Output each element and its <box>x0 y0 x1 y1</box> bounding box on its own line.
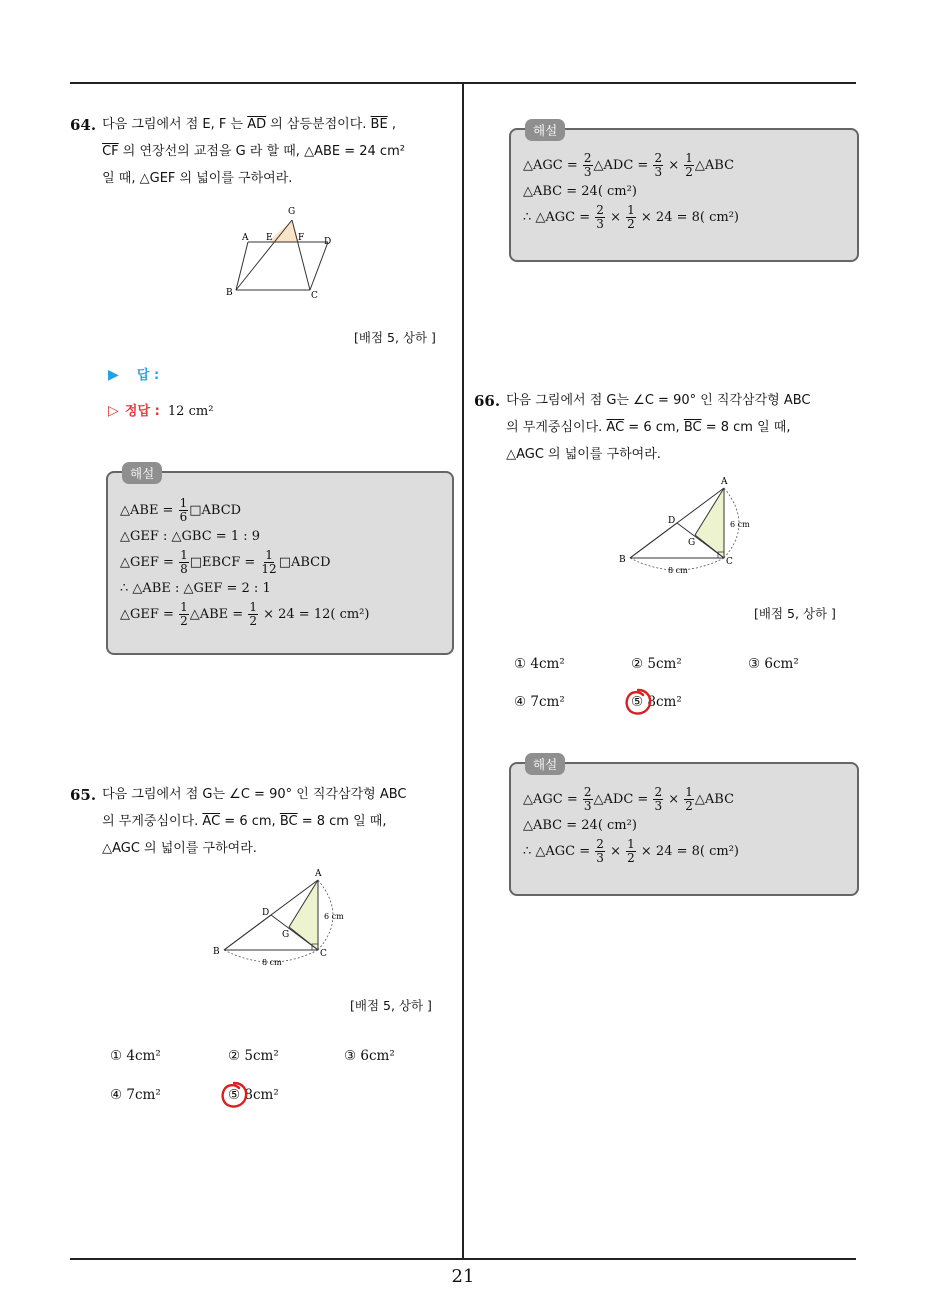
question-text-line: 다음 그림에서 점 G는 ∠C = 90° 인 직각삼각형 ABC <box>102 787 407 802</box>
question-text-line: 의 무게중심이다. $\overline{AC} = 6$ cm, $\overline{BC} = 8$ cm 일 때, <box>102 814 387 829</box>
fig-label: B <box>213 947 220 957</box>
solution-line: ∴ △ABE : △GEF = 2 : 1 <box>120 581 271 596</box>
triangle-outline-icon: ▷ <box>108 403 119 419</box>
question-text-line: 다음 그림에서 점 E, F 는 $\overline{AD}$ 의 삼등분점이다. $\overline{BE}$ , <box>102 117 396 132</box>
selected-circle-icon <box>623 687 653 717</box>
option-1[interactable]: ① 4cm² <box>110 1048 161 1064</box>
option-4[interactable]: ④ 7cm² <box>110 1087 161 1103</box>
option-3[interactable]: ③ 6cm² <box>748 656 799 672</box>
fig-label: A <box>721 477 728 487</box>
solution-line: △ABE = $\frac{1}{6}$ □ABCD <box>120 496 242 524</box>
fig-label: C <box>311 291 318 301</box>
solution-line: △ABC = 24( cm²) <box>523 184 637 199</box>
solution-tag: 해설 <box>525 119 565 141</box>
solution-line: △GEF = $\frac{1}{8}$ □EBCF = $\frac{1}{12}$ □ABCD <box>120 548 331 576</box>
solution-line: △GEF : △GBC = 1 : 9 <box>120 529 261 544</box>
question-66 <box>474 392 864 468</box>
option-5[interactable]: ⑤ 8cm² <box>631 694 682 710</box>
fig-label: B <box>619 555 626 565</box>
correct-answer-row: ▷ 정답 : 12 cm² <box>108 403 214 419</box>
solution-line: △ABC = 24( cm²) <box>523 818 637 833</box>
solution-box-64 <box>106 466 454 655</box>
solution-box-66 <box>509 757 859 896</box>
fig-label: A <box>242 233 249 243</box>
column-divider <box>462 82 464 1259</box>
fig-label: C <box>320 949 327 959</box>
option-2[interactable]: ② 5cm² <box>228 1048 279 1064</box>
solution-box-63 <box>509 123 859 262</box>
fig-label: 8 cm <box>668 566 688 575</box>
question-text-line: $\overline{CF}$ 의 연장선의 교점을 G 라 할 때, △ABE = 24 cm² <box>102 144 405 159</box>
fig-label: F <box>298 233 305 243</box>
right-triangle-figure <box>614 474 764 578</box>
solution-tag: 해설 <box>122 462 162 484</box>
fig-label: 6 cm <box>324 912 344 921</box>
fig-label: D <box>668 516 676 526</box>
score-label: [배점 5, 상하 ] <box>354 330 436 345</box>
play-icon: ▶ <box>108 367 119 383</box>
solution-line: △AGC = $\frac{2}{3}$ △ADC = $\frac{2}{3}$ × $\frac{1}{2}$ △ABC <box>523 151 735 179</box>
fig-label: E <box>266 233 273 243</box>
question-64 <box>70 116 460 192</box>
fig-label: G <box>688 538 696 548</box>
score-label: [배점 5, 상하 ] <box>350 998 432 1013</box>
fig-label: 8 cm <box>262 958 282 967</box>
fig-label: D <box>262 908 270 918</box>
question-number: 65. <box>70 786 97 804</box>
question-text-line: 다음 그림에서 점 G는 ∠C = 90° 인 직각삼각형 ABC <box>506 393 811 408</box>
question-65 <box>70 786 460 862</box>
solution-line: △AGC = $\frac{2}{3}$ △ADC = $\frac{2}{3}$ × $\frac{1}{2}$ △ABC <box>523 785 735 813</box>
right-triangle-figure <box>208 866 358 970</box>
solution-line: △GEF = $\frac{1}{2}$ △ABE = $\frac{1}{2}$ × 24 = 12( cm²) <box>120 600 370 628</box>
question-text-line: △AGC 의 넓이를 구하여라. <box>506 447 661 462</box>
page-number: 21 <box>451 1266 475 1287</box>
fig-label: C <box>726 557 733 567</box>
fig-label: B <box>226 288 233 298</box>
option-5[interactable]: ⑤ 8cm² <box>228 1087 279 1103</box>
question-text-line: △AGC 의 넓이를 구하여라. <box>102 841 257 856</box>
question-number: 64. <box>70 116 97 134</box>
fig-label: D <box>324 237 332 247</box>
solution-line: ∴ △AGC = $\frac{2}{3}$ × $\frac{1}{2}$ × 24 = 8( cm²) <box>523 837 739 865</box>
solution-line: ∴ △AGC = $\frac{2}{3}$ × $\frac{1}{2}$ × 24 = 8( cm²) <box>523 203 739 231</box>
option-3[interactable]: ③ 6cm² <box>344 1048 395 1064</box>
selected-circle-icon <box>219 1080 249 1110</box>
score-label: [배점 5, 상하 ] <box>754 606 836 621</box>
fig-label: A <box>315 869 322 879</box>
solution-tag: 해설 <box>525 753 565 775</box>
trapezoid-figure <box>220 202 340 302</box>
fig-label: G <box>282 930 290 940</box>
answer-row: ▶ 답 : <box>108 367 160 383</box>
fig-label: G <box>288 207 296 217</box>
option-4[interactable]: ④ 7cm² <box>514 694 565 710</box>
question-text-line: 일 때, △GEF 의 넓이를 구하여라. <box>102 171 293 186</box>
question-number: 66. <box>474 392 501 410</box>
option-1[interactable]: ① 4cm² <box>514 656 565 672</box>
option-2[interactable]: ② 5cm² <box>631 656 682 672</box>
fig-label: 6 cm <box>730 520 750 529</box>
question-text-line: 의 무게중심이다. $\overline{AC} = 6$ cm, $\overline{BC} = 8$ cm 일 때, <box>506 420 791 435</box>
